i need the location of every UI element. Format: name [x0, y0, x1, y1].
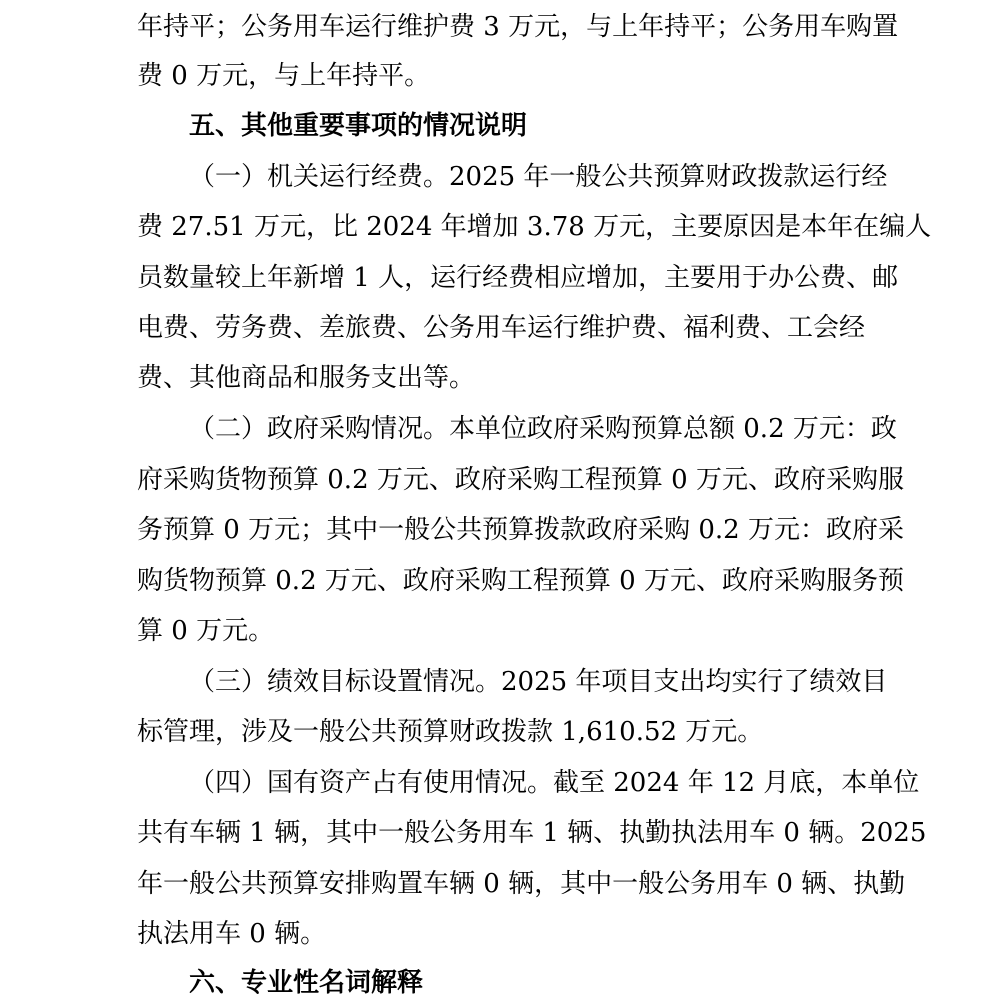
paragraph-4-line-1: （四）国有资产占有使用情况。截至 2024 年 12 月底，本单位	[189, 768, 920, 798]
paragraph-2-line-3: 务预算 0 万元；其中一般公共预算拨款政府采购 0.2 万元：政府采	[137, 515, 904, 545]
paragraph-1-line-5: 费、其他商品和服务支出等。	[137, 363, 476, 393]
paragraph-1-line-3: 员数量较上年新增 1 人，运行经费相应增加，主要用于办公费、邮	[137, 263, 899, 293]
paragraph-2-line-1: （二）政府采购情况。本单位政府采购预算总额 0.2 万元：政	[189, 414, 897, 444]
paragraph-3-line-1: （三）绩效目标设置情况。2025 年项目支出均实行了绩效目	[189, 667, 888, 697]
paragraph-4-line-4: 执法用车 0 辆。	[137, 919, 327, 949]
paragraph-2-line-2: 府采购货物预算 0.2 万元、政府采购工程预算 0 万元、政府采购服	[137, 465, 904, 495]
paragraph-2-line-5: 算 0 万元。	[137, 616, 275, 646]
paragraph-3-line-2: 标管理，涉及一般公共预算财政拨款 1,610.52 万元。	[137, 717, 764, 747]
text-line-2: 费 0 万元，与上年持平。	[137, 61, 431, 91]
paragraph-4-line-3: 年一般公共预算安排购置车辆 0 辆，其中一般公务用车 0 辆、执勤	[137, 869, 906, 899]
paragraph-4-line-2: 共有车辆 1 辆，其中一般公务用车 1 辆、执勤执法用车 0 辆。2025	[137, 818, 927, 848]
section-heading-5: 五、其他重要事项的情况说明	[189, 111, 528, 141]
paragraph-1-line-2: 费 27.51 万元，比 2024 年增加 3.78 万元，主要原因是本年在编人	[137, 212, 932, 242]
paragraph-2-line-4: 购货物预算 0.2 万元、政府采购工程预算 0 万元、政府采购服务预	[137, 566, 904, 596]
paragraph-1-line-1: （一）机关运行经费。2025 年一般公共预算财政拨款运行经	[189, 162, 888, 192]
text-line-1: 年持平；公务用车运行维护费 3 万元，与上年持平；公务用车购置	[137, 12, 899, 42]
paragraph-1-line-4: 电费、劳务费、差旅费、公务用车运行维护费、福利费、工会经	[137, 313, 866, 343]
section-heading-6: 六、专业性名词解释	[189, 968, 424, 998]
